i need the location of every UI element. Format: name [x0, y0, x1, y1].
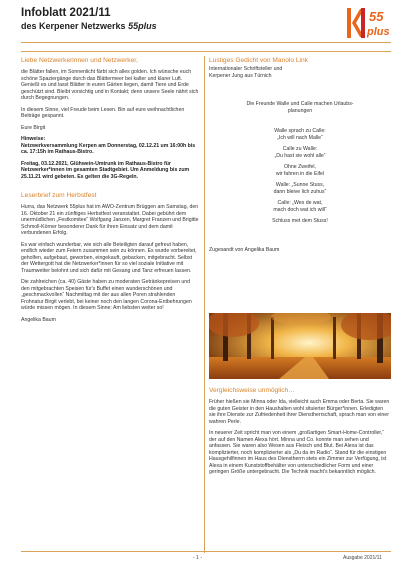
netzwerk-logo: [347, 6, 399, 40]
poem-line: Walle: „Sunne Stuss,: [275, 182, 325, 188]
letter-heading: Leserbrief zum Herbstfest: [21, 192, 97, 199]
right-column-lower: [209, 387, 391, 481]
poem-line: Walle sprach zu Calle:: [274, 128, 326, 134]
edition-label: Ausgabe 2021/11: [343, 555, 382, 561]
letter-paragraph: Hurra, das Netzwerk 55plus hat im AWO-Zentrum Brüggen am Samstag, den 16. Oktober 21 ein zünftiges Herbstfest veranstaltet. Dabei gebührt dem unermüdlichen „Festkomitee“ Wolfgang Janzen, Margret Franzen und Brigitte Schmoll-Körner besonderer Dank für ihren Einsatz und dem damit verbundenen Erfolg.: [21, 204, 199, 236]
page-number: - 1 -: [193, 555, 202, 561]
page: [21, 6, 391, 566]
autumn-forest-photo: [209, 313, 391, 379]
poem-stanza: [209, 146, 391, 159]
left-column: [21, 57, 199, 328]
hints-text: Netzwerkversammlung Kerpen am Donnerstag, 02.12.21 um 16:00h bis ca. 17:15h im Rathaus-Bistro.: [21, 142, 196, 155]
letter-paragraph-2: Es war einfach wunderbar, wie sich alle Beteiligten darauf gefreut haben, endlich wieder zum Feiern zusammen sein zu können. Es wurde vorbereitet, geholfen, aufgebaut, geworben, eingekauft, gebacken, mitgebracht. Selbst der Wettergott hat die Netzwerker*innen für so viel soziale Initiative mit Traumwetter belohnt und sich dafür mit Gesang und Tanz erfreuen lassen.: [21, 241, 197, 274]
poem-stanza: [209, 164, 391, 177]
footer-divider: [21, 551, 391, 552]
greeting-heading: Liebe Netzwerkerinnen und Netzwerker,: [21, 57, 138, 64]
greeting-paragraph-2: In diesem Sinne, viel Freude beim Lesen. Bin auf eure weihnachtlichen Beiträge gespannt.: [21, 106, 185, 119]
poem-line: dann bleive lich zuhus“: [273, 188, 327, 195]
letter-paragraph-3: Die zahlreichen (ca. 40) Gäste haben zu moderaten Getränkepreisen und den mitgebrachten Speisen für's Buffet einen wunderschönen und „geschmackvollen“ Nachmittag mit der aus allen Poren strahlenden Frohnatur Birgit verlebt, bei keiner noch den langen Corona-Entbehrungen würde missen mögen. In diesem Sinne: Am liebsten weiter so!: [21, 279, 192, 311]
svg-text:plus: plus: [367, 26, 390, 38]
poem-line: mach doch wat ich will“: [273, 206, 327, 213]
poem-stanza: [209, 128, 391, 141]
column-divider: [204, 56, 205, 553]
subtitle-prefix: des Kerpener Netzwerks: [21, 21, 126, 31]
poem-byline-2: Kerpener Jung aus Türnich: [209, 72, 272, 79]
section-paragraph-2: In neuerer Zeit spricht man von einem „großartigen Smart-Home-Controller,“ der auf den Namen Alexa hört. Minna und Co. konnte man sehen und anfassen. Sie waren also Wesen aus Fleisch und Blut. Bei Alexa ist das komplizierter, noch komplizierter als „Du da im Radio“. Stand für die einstigen Hausgehilfinnen im Haus des Dienstherrn stets ein Zimmer zur Verfügung, ist Alexa in einem Kunststoffbehälter von unterschiedlicher Form und einer geringen Größe untergebracht. Die Technik macht's bekanntlich möglich.: [209, 430, 387, 475]
poem-line: „Ich will nach Malle“: [277, 134, 323, 141]
poem-stanza: [209, 182, 391, 195]
right-column: [209, 57, 391, 253]
poem-line: Calle zu Walle:: [282, 146, 318, 152]
poem-byline: Internationaler Schriftsteller und: [209, 66, 283, 72]
page-title: Infoblatt 2021/11: [21, 7, 111, 19]
poem-line: „Du hast sie wohl alle“: [274, 152, 326, 159]
poem-sender: Zugesandt von Angelika Baum: [209, 246, 280, 253]
hints-label: Hinweise:: [21, 136, 46, 142]
page-subtitle: [21, 21, 157, 32]
greeting-signature: Eure Birgit: [21, 124, 46, 131]
section-heading: Vergleichsweise unmöglich…: [209, 387, 295, 394]
section-paragraph: Früher hießen sie Minna oder Ida, vielleicht auch Emma oder Berta. Sie waren die guten Geister in den Haushalten wohl situierter Bürger*innen. Erledigten sie ihre Dienste zur Zufriedenheit ihrer Dienstherrschaft, sprach man von einer wahren Perle.: [209, 399, 390, 425]
header-divider: [21, 42, 391, 43]
poem-stanza: [209, 200, 391, 213]
poem-lead: Die Freunde Walle und Calle machen Urlaubs-: [246, 101, 354, 107]
greeting-paragraph: die Blätter fallen, im Sonnenlicht färbt sich alles golden. Ich wünsche euch schöne Spaziergänge durch das Blättermeer bei kalter und klarer Luft. Genießt es und lasst Blätter in euren Gärten liegen, damit Tiere und Erde geschützt sind. Bleibt vorsichtig und in Kontakt; denn unsere Seele nährt sich durch Begegnungen.: [21, 69, 199, 101]
poem-line: wir fahren in die Eifel: [275, 170, 325, 177]
poem-line: Ohne Zweifel,: [283, 164, 316, 170]
poem-ending: Schluss met dem Stuss!: [272, 218, 328, 224]
event-notice: Freitag, 03.12.2021, Glühwein-Umtrunk im Rathaus-Bistro für Netzwerker*innen im gesamten Stadtgebiet. Um Anmeldung bis zum 25.11.21 wird gebeten. Es gelten die 3G-Regeln.: [21, 160, 190, 180]
subtitle-brand: 55plus: [128, 21, 157, 31]
svg-text:55: 55: [369, 9, 384, 24]
poem-line: Calle: „Wes de wat,: [277, 200, 323, 206]
letter-signature: Angelika Baum: [21, 316, 56, 323]
header-divider-lower: [21, 51, 391, 52]
poem-heading: Lustiges Gedicht von Manolo Link: [209, 57, 308, 64]
poem-lead-2: planungen: [287, 107, 313, 114]
